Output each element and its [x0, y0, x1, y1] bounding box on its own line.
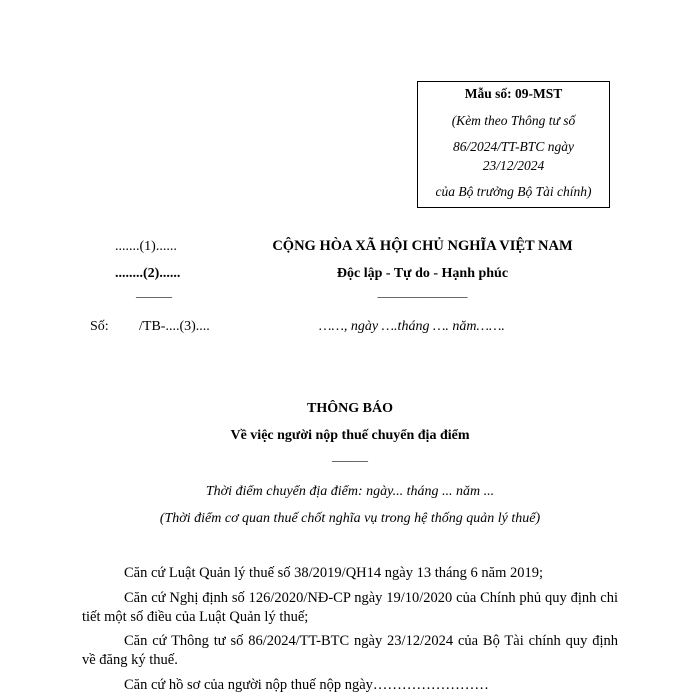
legal-basis-paragraph-3: Căn cứ Thông tư số 86/2024/TT-BTC ngày 23/12/2024 của Bộ Tài chính quy định về đăng ký thuế.: [82, 633, 618, 668]
legal-basis-paragraph-2: Căn cứ Nghị định số 126/2020/NĐ-CP ngày 19/10/2020 của Chính phủ quy định chi tiết một số điều của Luật Quản lý thuế;: [82, 590, 618, 625]
document-number: /TB-....(3)....: [139, 319, 210, 334]
attached-line-2: 86/2024/TT-BTC ngày: [453, 139, 574, 154]
country-name: CỘNG HÒA XÃ HỘI CHỦ NGHĨA VIỆT NAM: [272, 238, 573, 254]
legal-basis-paragraph-4: Căn cứ hồ sơ của người nộp thuế nộp ngày……………………: [124, 677, 489, 693]
number-label: Số:: [90, 319, 109, 334]
document-title: THÔNG BÁO: [307, 401, 393, 416]
legal-basis-paragraph-1: Căn cứ Luật Quản lý thuế số 38/2019/QH14 ngày 13 tháng 6 năm 2019;: [124, 565, 544, 581]
relocation-time-note: (Thời điểm cơ quan thuế chốt nghĩa vụ trong hệ thống quản lý thuế): [159, 511, 541, 526]
attached-line-4: của Bộ trưởng Bộ Tài chính): [435, 184, 592, 199]
form-number-box: [417, 81, 610, 208]
attached-line-1: (Kèm theo Thông tư số: [451, 113, 576, 128]
motto-divider: _______________: [377, 285, 468, 299]
form-number: Mẫu số: 09-MST: [464, 86, 563, 101]
document-subtitle: Về việc người nộp thuế chuyển địa điểm: [230, 428, 470, 443]
title-divider: ______: [332, 449, 368, 463]
agency-divider: ______: [136, 285, 172, 299]
agency-line-1: .......(1)......: [115, 239, 177, 254]
date-line: ……, ngày ….tháng …. năm…….: [319, 319, 505, 334]
relocation-time: Thời điểm chuyển địa điểm: ngày... tháng ... năm ...: [205, 484, 495, 499]
motto: Độc lập - Tự do - Hạnh phúc: [336, 266, 509, 281]
agency-line-2: ........(2)......: [115, 266, 181, 281]
attached-line-3: 23/12/2024: [482, 158, 545, 173]
